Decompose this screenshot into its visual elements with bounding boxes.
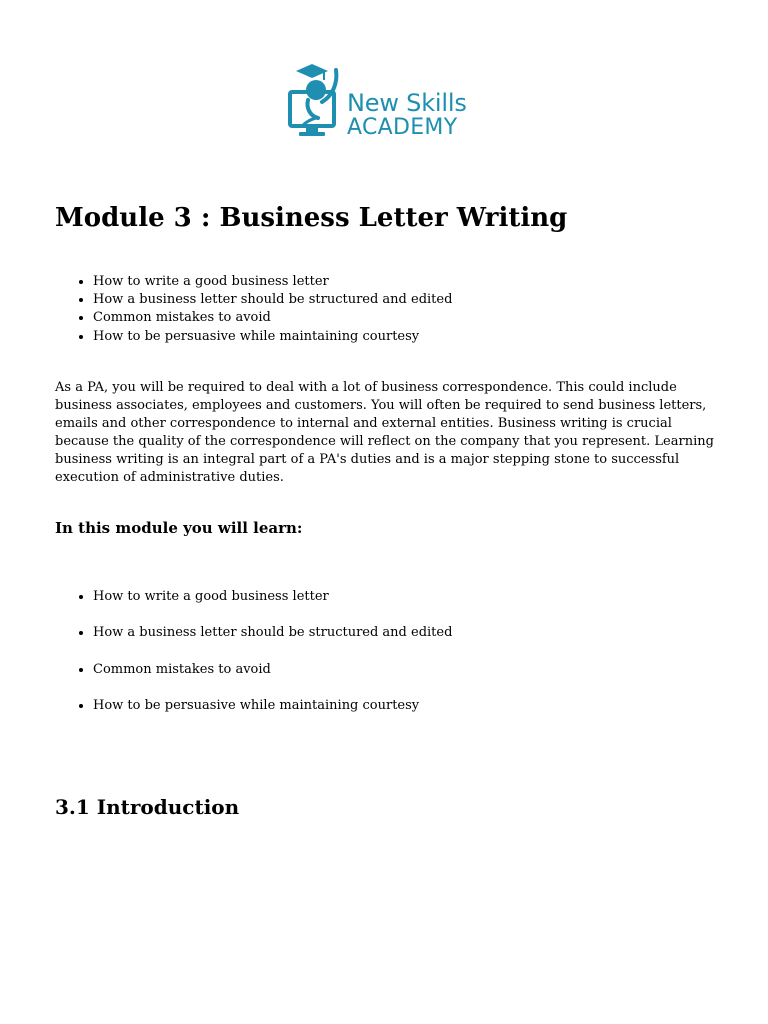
list-item: • How to be persuasive while maintaining courtesy xyxy=(93,697,452,715)
list-item: • How a business letter should be structured and edited xyxy=(93,624,452,642)
intro-paragraph: As a PA, you will be required to deal with a lot of business correspondence. This could include business associates, employees and customers. You will often be required to send business letters, emails and other correspondence to internal and external entities. Business writing is crucial because the quality of the correspondence will reflect on the company that you represent. Learning business writing is an integral part of a PA's duties and is a major stepping stone to successful execution of administrative duties. xyxy=(55,380,714,485)
list-item: • How to be persuasive while maintaining courtesy xyxy=(93,328,452,346)
new-skills-academy-logo xyxy=(286,62,486,144)
academy-logo-icon xyxy=(286,62,346,142)
list-item: • How to write a good business letter xyxy=(93,588,452,606)
logo-name-text: New Skills xyxy=(347,89,467,117)
page-title: Module 3 : Business Letter Writing xyxy=(55,203,568,233)
overview-list xyxy=(55,273,452,346)
list-item: • Common mistakes to avoid xyxy=(93,309,452,327)
logo-academy-text: ACADEMY xyxy=(347,115,458,140)
list-item: • Common mistakes to avoid xyxy=(93,661,452,679)
learn-list xyxy=(55,588,452,733)
list-item: • How a business letter should be structured and edited xyxy=(93,291,452,309)
list-item: • How to write a good business letter xyxy=(93,273,452,291)
learn-heading: In this module you will learn: xyxy=(55,519,303,537)
section-heading: 3.1 Introduction xyxy=(55,795,240,819)
